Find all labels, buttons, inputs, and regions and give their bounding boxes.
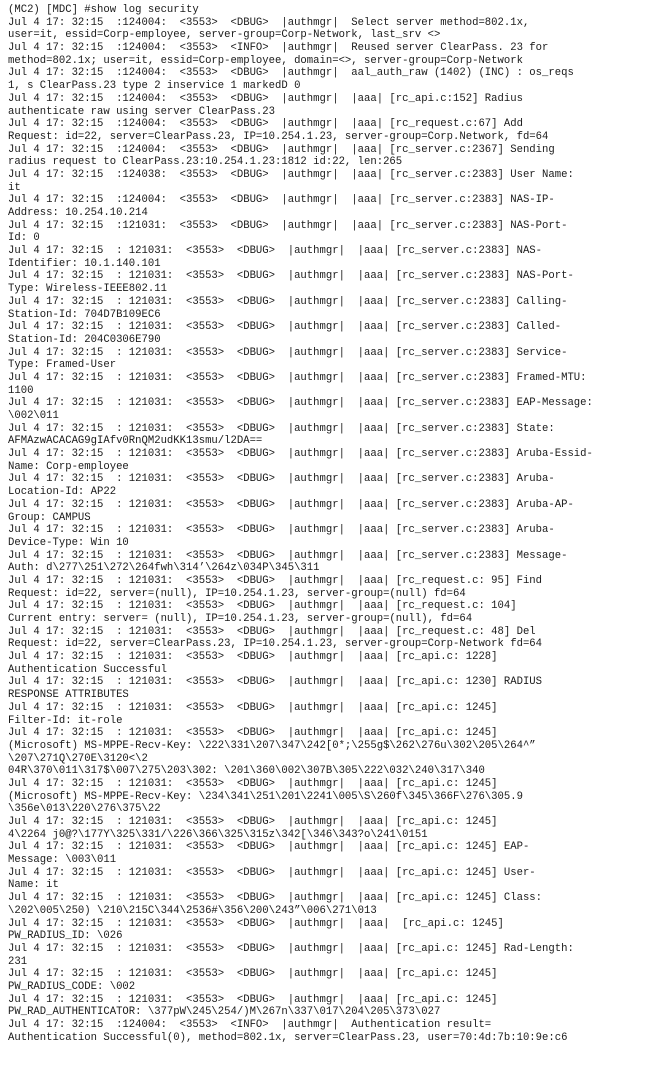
log-line: Jul 4 17: 32:15 : 121031: <3553> <DBUG> |authmgr| |aaa| [rc_api.c: 1245] xyxy=(8,777,498,790)
log-line: Type: Framed-User xyxy=(8,359,117,372)
log-line: Jul 4 17: 32:15 : 121031: <3553> <DBUG> |authmgr| |aaa| [rc_api.c: 1245] Class: xyxy=(8,892,543,905)
log-line: Station-Id: 704D7B109EC6 xyxy=(8,308,161,321)
log-line: method=802.1x; user=it, essid=Corp-employee, domain=<>, server-group=Corp-Network xyxy=(8,54,523,67)
log-line: Jul 4 17: 32:15 : 121031: <3553> <DBUG> |authmgr| |aaa| [rc_api.c: 1245] EAP- xyxy=(8,841,530,854)
log-line: Jul 4 17: 32:15 : 121031: <3553> <DBUG> |authmgr| |aaa| [rc_api.c: 1245] xyxy=(8,968,498,981)
log-line: Jul 4 17: 32:15 : 121031: <3553> <DBUG> |authmgr| |aaa| [rc_api.c: 1245] xyxy=(8,701,498,714)
log-line: Jul 4 17: 32:15 : 121031: <3553> <DBUG> |authmgr| |aaa| [rc_api.c: 1228] xyxy=(8,651,498,664)
log-line: 1100 xyxy=(8,384,34,397)
log-line: Jul 4 17: 32:15 : 121031: <3553> <DBUG> |authmgr| |aaa| [rc_server.c:2383] Aruba-Essid- xyxy=(8,448,593,461)
log-line: \207\271Q\270E\3120<\2 xyxy=(8,752,148,765)
log-line: Filter-Id: it-role xyxy=(8,714,123,727)
log-line: Jul 4 17: 32:15 :124038: <3553> <DBUG> |authmgr| |aaa| [rc_server.c:2383] User Name: xyxy=(8,168,574,181)
log-line: Jul 4 17: 32:15 :124004: <3553> <DBUG> |authmgr| |aaa| [rc_server.c:2367] Sending xyxy=(8,143,555,156)
log-line: Jul 4 17: 32:15 : 121031: <3553> <DBUG> |authmgr| |aaa| [rc_server.c:2383] Aruba- xyxy=(8,473,555,486)
log-line: \356e\013\220\276\375\22 xyxy=(8,803,161,816)
command-prompt-line: (MC2) [MDC] #show log security xyxy=(8,4,199,16)
log-line: (Microsoft) MS-MPPE-Recv-Key: \234\341\251\201\2241\005\S\260f\345\366F\276\305.9 xyxy=(8,790,523,803)
log-line: Location-Id: AP22 xyxy=(8,486,117,499)
log-line: Jul 4 17: 32:15 : 121031: <3553> <DBUG> |authmgr| |aaa| [rc_api.c: 1245] xyxy=(8,816,498,828)
log-line: PW_RADIUS_ID: \026 xyxy=(8,930,123,943)
log-line: Jul 4 17: 32:15 :121031: <3553> <DBUG> |authmgr| |aaa| [rc_server.c:2383] NAS-Port- xyxy=(8,219,568,232)
log-line: Jul 4 17: 32:15 : 121031: <3553> <DBUG> |authmgr| |aaa| [rc_server.c:2383] Calling- xyxy=(8,295,568,308)
log-line: Jul 4 17: 32:15 :124004: <3553> <DBUG> |authmgr| aal_auth_raw (1402) (INC) : os_reqs xyxy=(8,67,574,80)
log-line: Jul 4 17: 32:15 : 121031: <3553> <DBUG> |authmgr| |aaa| [rc_server.c:2383] NAS-Port- xyxy=(8,270,574,283)
log-line: Jul 4 17: 32:15 : 121031: <3553> <DBUG> |authmgr| |aaa| [rc_server.c:2383] NAS- xyxy=(8,245,543,258)
log-line: user=it, essid=Corp-employee, server-group=Corp-Network, last_srv <> xyxy=(8,29,441,42)
log-line: Jul 4 17: 32:15 :124004: <3553> <DBUG> |authmgr| Select server method=802.1x, xyxy=(8,16,530,29)
log-line: Name: Corp-employee xyxy=(8,460,129,473)
log-line: Jul 4 17: 32:15 : 121031: <3553> <DBUG> |authmgr| |aaa| [rc_server.c:2383] State: xyxy=(8,422,555,435)
security-log-output xyxy=(8,4,650,1044)
log-line: Jul 4 17: 32:15 : 121031: <3553> <DBUG> |authmgr| |aaa| [rc_api.c: 1245] xyxy=(8,727,498,740)
log-line: Jul 4 17: 32:15 : 121031: <3553> <DBUG> |authmgr| |aaa| [rc_request.c: 95] Find xyxy=(8,574,543,587)
log-line: radius request to ClearPass.23:10.254.1.23:1812 id:22, len:265 xyxy=(8,156,403,169)
log-line: Jul 4 17: 32:15 :124004: <3553> <INFO> |authmgr| Authentication result= xyxy=(8,1019,492,1031)
log-line: Request: id=22, server=(null), IP=10.254.1.23, server-group=(null) fd=64 xyxy=(8,587,466,600)
log-line: \002\011 xyxy=(8,410,59,422)
log-line: AFMAzwACACAG9gIAfv0RnQM2udKK13smu/l2DA== xyxy=(8,435,263,448)
log-line: PW_RADIUS_CODE: \002 xyxy=(8,980,136,993)
log-line: Jul 4 17: 32:15 : 121031: <3553> <DBUG> |authmgr| |aaa| [rc_api.c: 1245] xyxy=(8,993,498,1006)
log-line: Jul 4 17: 32:15 :124004: <3553> <DBUG> |authmgr| |aaa| [rc_api.c:152] Radius xyxy=(8,92,523,105)
log-line: Jul 4 17: 32:15 : 121031: <3553> <DBUG> |authmgr| |aaa| [rc_api.c: 1245] Rad-Length: xyxy=(8,942,574,955)
log-line: Request: id=22, server=ClearPass.23, IP=10.254.1.23, server-group=Corp-Network fd=64 xyxy=(8,638,543,651)
log-line: 04R\370\011\317$\007\275\203\302: \201\360\002\307B\305\222\032\240\317\340 xyxy=(8,765,485,778)
log-line: Station-Id: 204C0306E790 xyxy=(8,333,161,346)
log-line: PW_RAD_AUTHENTICATOR: \377pW\245\254/)M\267n\337\017\204\205\373\027 xyxy=(8,1006,441,1019)
log-line: Jul 4 17: 32:15 : 121031: <3553> <DBUG> |authmgr| |aaa| [rc_api.c: 1245] User- xyxy=(8,866,536,879)
log-line: Authentication Successful(0), method=802.1x, server=ClearPass.23, user=70:4d:7b:10:9e:c6 xyxy=(8,1031,568,1044)
log-line: Address: 10.254.10.214 xyxy=(8,207,148,219)
log-line: Name: it xyxy=(8,879,59,892)
log-line: it xyxy=(8,181,21,194)
log-line: Id: 0 xyxy=(8,232,40,245)
log-line: Device-Type: Win 10 xyxy=(8,536,129,549)
log-line: 1, s ClearPass.23 type 2 inservice 1 markedD 0 xyxy=(8,80,301,93)
log-line: authenticate raw using server ClearPass.23 xyxy=(8,105,276,118)
log-line: Jul 4 17: 32:15 :124004: <3553> <DBUG> |authmgr| |aaa| [rc_server.c:2383] NAS-IP- xyxy=(8,194,555,207)
log-line: Authentication Successful xyxy=(8,663,167,676)
log-line: Jul 4 17: 32:15 : 121031: <3553> <DBUG> |authmgr| |aaa| [rc_server.c:2383] Service- xyxy=(8,346,568,359)
log-line: (Microsoft) MS-MPPE-Recv-Key: \222\331\207\347\242[0*;\255g$\262\276u\302\205\264^” xyxy=(8,739,536,752)
log-line: \202\005\250) \210\215C\344\2536#\356\200\243”\006\271\013 xyxy=(8,904,377,917)
log-line: Current entry: server= (null), IP=10.254.1.23, server-group=(null), fd=64 xyxy=(8,613,473,625)
log-line: Jul 4 17: 32:15 : 121031: <3553> <DBUG> |authmgr| |aaa| [rc_server.c:2383] Aruba-AP- xyxy=(8,498,574,511)
log-line: Jul 4 17: 32:15 : 121031: <3553> <DBUG> |authmgr| |aaa| [rc_request.c: 48] Del xyxy=(8,625,536,638)
log-line: Jul 4 17: 32:15 : 121031: <3553> <DBUG> |authmgr| |aaa| [rc_server.c:2383] Aruba- xyxy=(8,524,555,537)
log-line: 231 xyxy=(8,955,28,968)
log-line: Jul 4 17: 32:15 : 121031: <3553> <DBUG> |authmgr| |aaa| [rc_api.c: 1245] xyxy=(8,917,504,930)
log-line: 4\2264 j0@?\177Y\325\331/\226\366\325\315z\342[\346\343?o\241\0151 xyxy=(8,828,428,841)
log-line: RESPONSE ATTRIBUTES xyxy=(8,689,129,702)
log-line: Group: CAMPUS xyxy=(8,511,91,524)
log-line: Jul 4 17: 32:15 : 121031: <3553> <DBUG> |authmgr| |aaa| [rc_api.c: 1230] RADIUS xyxy=(8,676,543,689)
log-line: Auth: d\277\251\272\264fwh\314’\264z\034P\345\311 xyxy=(8,562,320,575)
log-line: Jul 4 17: 32:15 : 121031: <3553> <DBUG> |authmgr| |aaa| [rc_server.c:2383] EAP-Message: xyxy=(8,397,593,410)
log-line: Jul 4 17: 32:15 : 121031: <3553> <DBUG> |authmgr| |aaa| [rc_request.c: 104] xyxy=(8,600,517,613)
log-line: Identifier: 10.1.140.101 xyxy=(8,257,161,270)
log-line: Jul 4 17: 32:15 : 121031: <3553> <DBUG> |authmgr| |aaa| [rc_server.c:2383] Framed-MTU: xyxy=(8,371,587,384)
log-line: Jul 4 17: 32:15 :124004: <3553> <INFO> |authmgr| Reused server ClearPass. 23 for xyxy=(8,42,549,55)
log-line: Jul 4 17: 32:15 :124004: <3553> <DBUG> |authmgr| |aaa| [rc_request.c:67] Add xyxy=(8,118,523,131)
log-line: Jul 4 17: 32:15 : 121031: <3553> <DBUG> |authmgr| |aaa| [rc_server.c:2383] Called- xyxy=(8,321,562,334)
log-line: Message: \003\011 xyxy=(8,854,117,867)
log-line: Jul 4 17: 32:15 : 121031: <3553> <DBUG> |authmgr| |aaa| [rc_server.c:2383] Message- xyxy=(8,549,568,562)
log-line: Request: id=22, server=ClearPass.23, IP=10.254.1.23, server-group=Corp.Network, fd=64 xyxy=(8,130,549,143)
log-line: Type: Wireless-IEEE802.11 xyxy=(8,283,167,296)
